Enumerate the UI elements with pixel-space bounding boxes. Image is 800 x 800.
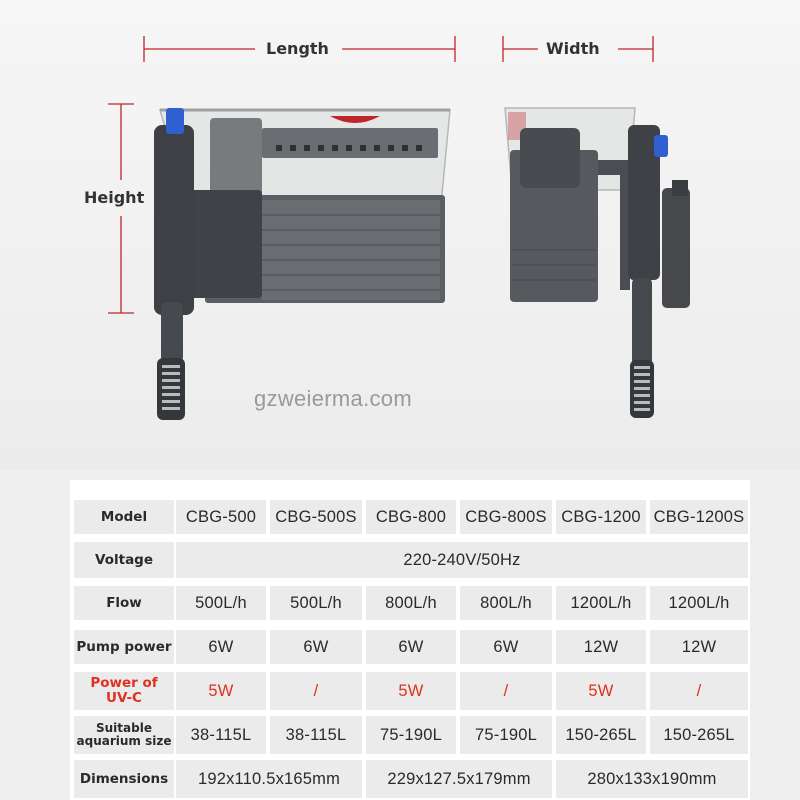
aquarium-size-cell: 38-115L — [270, 716, 362, 754]
uvc-label-line1: Power of — [90, 675, 158, 691]
pump-power-cell: 6W — [270, 630, 362, 664]
pump-power-cell: 6W — [366, 630, 456, 664]
dimensions-cell: 229x127.5x179mm — [366, 760, 552, 798]
aquarium-size-cell: 38-115L — [176, 716, 266, 754]
width-label: Width — [546, 39, 600, 58]
model-cell: CBG-500 — [176, 500, 266, 534]
model-cell: CBG-500S — [270, 500, 362, 534]
dimensions-cell: 280x133x190mm — [556, 760, 748, 798]
aquarium-size-cell: 75-190L — [366, 716, 456, 754]
uvc-label-line2: UV-C — [106, 690, 142, 706]
aquarium-size-cell: 150-265L — [650, 716, 748, 754]
row-label-dimensions: Dimensions — [74, 760, 174, 798]
spec-table — [70, 480, 750, 800]
row-label-model: Model — [74, 500, 174, 534]
model-cell: CBG-1200 — [556, 500, 646, 534]
row-label-aquarium-size — [74, 716, 174, 754]
aquarium-label-line1: Suitable — [96, 721, 152, 735]
model-cell: CBG-800 — [366, 500, 456, 534]
uvc-cell: / — [650, 672, 748, 710]
flow-cell: 500L/h — [176, 586, 266, 620]
pump-power-cell: 6W — [176, 630, 266, 664]
flow-cell: 800L/h — [460, 586, 552, 620]
row-label-flow: Flow — [74, 586, 174, 620]
model-cell: CBG-1200S — [650, 500, 748, 534]
row-label-pump-power: Pump power — [74, 630, 174, 664]
pump-power-cell: 12W — [556, 630, 646, 664]
dimensions-cell: 192x110.5x165mm — [176, 760, 362, 798]
uvc-cell: 5W — [366, 672, 456, 710]
pump-power-cell: 12W — [650, 630, 748, 664]
uvc-cell: 5W — [176, 672, 266, 710]
voltage-cell: 220-240V/50Hz — [176, 542, 748, 578]
aquarium-label-line2: aquarium size — [76, 734, 172, 748]
model-cell: CBG-800S — [460, 500, 552, 534]
uvc-cell: 5W — [556, 672, 646, 710]
flow-cell: 800L/h — [366, 586, 456, 620]
row-label-voltage: Voltage — [74, 542, 174, 578]
pump-power-cell: 6W — [460, 630, 552, 664]
flow-cell: 500L/h — [270, 586, 362, 620]
flow-cell: 1200L/h — [556, 586, 646, 620]
flow-cell: 1200L/h — [650, 586, 748, 620]
watermark-text: gzweierma.com — [254, 386, 412, 411]
aquarium-size-cell: 75-190L — [460, 716, 552, 754]
uvc-cell: / — [460, 672, 552, 710]
aquarium-size-cell: 150-265L — [556, 716, 646, 754]
row-label-uvc — [74, 672, 174, 710]
length-label: Length — [266, 39, 329, 58]
height-label: Height — [84, 188, 145, 207]
uvc-cell: / — [270, 672, 362, 710]
